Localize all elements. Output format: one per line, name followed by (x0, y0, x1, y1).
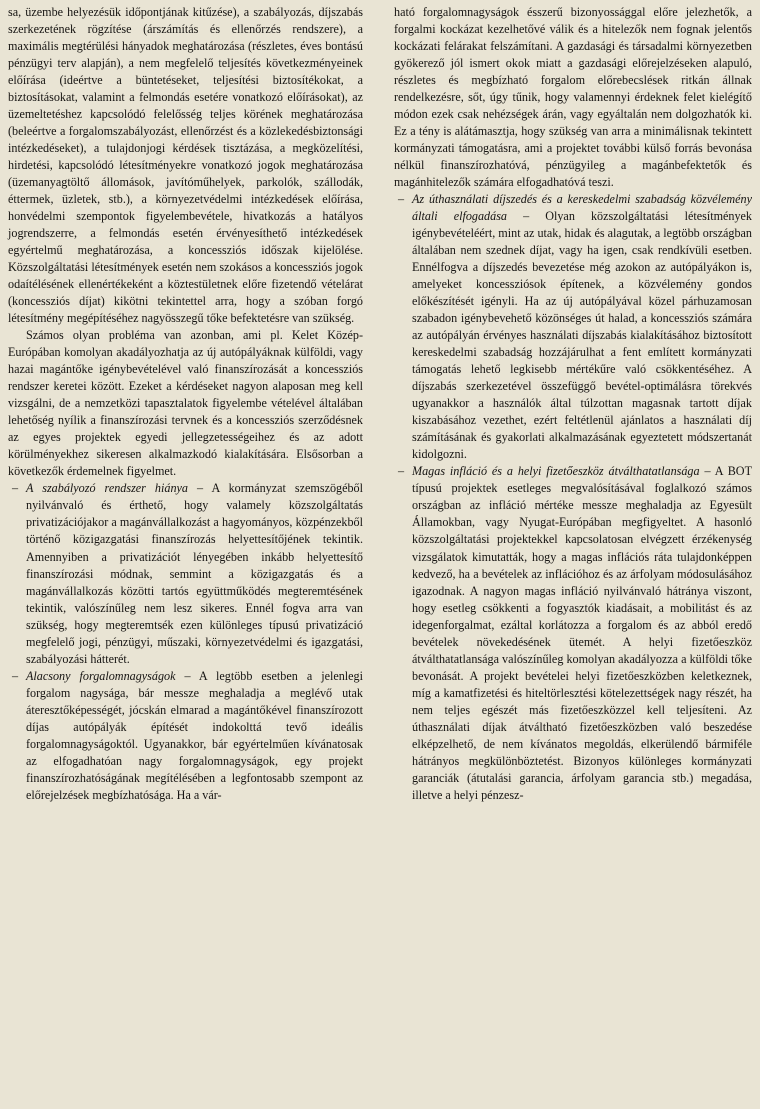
list-item-title: Alacsony forgalomnagyságok (26, 668, 176, 683)
list-item-text: – A legtöbb esetben a jelenlegi forgalom nagysága, bár messze meghaladja a meglévő utak áteresztőképességét, jócskán elmarad a magántőkével finanszírozott díjas autópályák építését indokolttá tevő ideális forgalomnagyságoktól. Ugyanakkor, bár egyértelműen kívánatosak az elfogadhatóan nagy forgalomnagyságok, egy projekt finanszírozhatóságának megítélésében a legfontosabb szempont az előrejelzések megbízhatósága. Ha a vár- (26, 668, 364, 802)
list-item-toll-acceptance (394, 191, 752, 463)
list-item-text: – A kormányzat szemszögéből nyilvánvaló és érthető, hogy valamely közszolgáltatás privatizációjakor a magánvállalkozást a hagyományos, közpénzekből történő közigazgatási finanszírozás helyettesítőjének tekintik. Amennyiben a privatizációt lényegében inkább helyettesítő finanszírozási módnak, semmint a közigazgatás és a magánvállalkozás közötti tartós együttműködés megteremtésének tekintik, valószínűleg nem lesz sikeres. Ennél fogva arra van szükség, hogy megteremtsék ezen különleges típusú privatizáció megfelelő jogi, pénzügyi, műszaki, környezetvédelmi és igazgatási, szabályozási hátterét. (26, 481, 364, 666)
list-dash: – (12, 668, 19, 683)
list-dash: – (398, 464, 405, 479)
list-item-low-traffic (8, 668, 363, 804)
list-item-inflation-currency (394, 463, 752, 803)
list-dash: – (398, 192, 405, 207)
list-item-title: Magas infláció és a helyi fizetőeszköz átválthatatlansága (412, 464, 700, 479)
list-item-regulatory-system (8, 480, 363, 667)
paragraph-concession-terms: sa, üzembe helyezésük időpontjának kitűzése), a szabályozás, díjszabás szerkezetének rögzítése (árszámítás és ellenőrzés rendszere), a maximális megtérülési hányadok meghatározása (részletes, éves bontású pénzügyi terv alapján), a nem megfelelő teljesítés következményeinek előírása (ideértve a büntetéseket, teljesítési biztosítékokat, a biztosításokat, valamint a felmondás esetére vonatkozó előírásokat), az üzemeltetéshez kapcsolódó felelősség teljes körének meghatározása (beleértve a forgalomszabályozást, ellenőrzést és a közlekedésbiztonsági intézkedéseket), a tulajdonjogi kérdések tisztázása, a megközelítési, hirdetési, kapcsolódó létesítményekre vonatkozó jogok meghatározása (üzemanyagtöltő állomások, javítóműhelyek, parkolók, szállodák, éttermek, üzletek, stb.), a környezetvédelmi intézkedések előírása, honvédelmi szempontok figyelembevétele, hivatkozás a hatályos jogrendszerre, a felmondás esetén érvényesíthető intézkedések egyértelmű meghatározása, a koncessziós időszak kijelölése. Közszolgáltatási létesítmények esetén nem szokásos a koncessziós jogok odaítélésének ellenértékeként a köztestületnek előre fizetendő vételárat (koncessziós díjat) kikötni tekintettel arra, hogy a szóban forgó létesítmény megépítéséhez nagyösszegű tőke befektetésre van szükség. (8, 5, 363, 326)
list-item-text: – Olyan közszolgáltatási létesítmények igénybevételéért, mint az utak, hidak és alagutak, a legtöbb országban általában nem szednek díjat, vagy ha igen, csak rendkívüli esetben. Ennélfogva a díjszedés bevezetése még azokon az autópályákon is, amelyeket koncessziósok építenek, a közvélemény gondos előkészítését igényli. Ha az új autópályával közel párhuzamosan szabadon igénybevehető közönséges út halad, a koncessziós számára az autópályán érvényes használati díjszabás kialakításához biztosított kereskedelmi szabadság hozzájárulhat a fent említett kormányzati támogatás lehető legkisebb mértékűre való csökkentéséhez. A díjszabás szerkezetével összefüggő bevétel-optimálásra törekvés ugyanakkor a használók által túlzottan magasnak tartott díjak kiszabásához vezethet, ezért feltétlenül ajánlatos a használati díj számításának és gyakorlati alkalmazásának egyeztetett módszertanát kidolgozni. (412, 209, 752, 462)
paragraph-traffic-forecast: ható forgalomnagyságok ésszerű bizonyossággal előre jelezhetők, a forgalmi kockázat kezelhetővé válik és a hitelezők nem fognak jelentős kockázati felárakat felszámítani. A gazdasági és társadalmi környezetben gyökerező jól ismert okok miatt a gazdasági előrejelzéseken alapuló, részletes és megbízható forgalom előrebecslések ritkán állnak rendelkezésre, sőt, úgy tűnik, hogy valamennyi érdeknek felet kielégítő módon ezek csak nehézségek árán, vagy egyáltalán nem dolgozhatók ki. Ez a tény is alátámasztja, hogy szükség van arra a minimálisnak tekintett kormányzati támogatásra, ami a projektet további külső forrás bevonása nélkül finanszírozhatóvá, pénzügyileg a magánbefektetők és magánhitelezők számára elfogadhatóvá teszi. (394, 5, 752, 190)
list-dash: – (12, 481, 19, 496)
list-item-title: Az úthasználati díjszedés és a kereskedelmi szabadság közvélemény általi elfogadása (412, 192, 752, 224)
list-item-title: A szabályozó rendszer hiánya (26, 481, 188, 496)
left-column (8, 4, 363, 804)
right-column (394, 4, 752, 804)
paragraph-problems-intro: Számos olyan probléma van azonban, ami pl. Kelet Közép-Európában komolyan akadályozhatja az új autópályáknak külföldi, vagy hazai magántőke igénybevételével való finanszírozását a koncessziós rendszer keretei között. Ezeket a kérdéseket nagyon alaposan meg kell vizsgálni, de a nemzetközi tapasztalatok figyelembe vételével általában lehetőség nyílik a finanszírozási tervnek és a koncessziós szerződésnek az egyes projektek egyedi jellegzetességeihez és az adott körülményekhez sikeresen alkalmazkodó kialakítására. Elsősorban a következők érdemelnek figyelmet. (8, 328, 363, 479)
list-item-text: – A BOT típusú projektek esetleges megvalósításával foglalkozó számos országban az infláció mértéke messze meghaladja az Egyesült Államokban, vagy Nyugat-Európában megfigyeltet. A hasonló közszolgáltatási projektekkel kapcsolatosan elvégzett érzékenység vizsgálatok kimutatták, hogy a magas inflációs ráta tulajdonképpen kedvező, ha a bevételek az inflációhoz és az árfolyam módosulásához igazodnak. A nagyon magas infláció nyilvánvaló hátránya viszont, hogy esetleg csökkenti a fogyasztók kiadásait, a mobilitást és az idegenforgalmat, ezáltal korlátozza a forgalom és az abból eredő bevételek növekedésének ütemét. A helyi fizetőeszköz átválthatatlansága valószínűleg komolyan akadályozza a külföldi tőke bevonását. A projekt bevételei helyi fizetőeszközben keletkeznek, míg a kamatfizetési és hiteltörlesztési kötelezettségek nagy részét, ha nem teljes egészét más fizetőeszközzel kell teljesíteni. Az úthasználati díjak átváltható fizetőeszközben való beszedése elképzelhető, de nem kívánatos megoldás, elkerülendő bármiféle hátrányos megkülönböztetést. Bizonyos különleges kormányzati garanciák (átutalási garancia, árfolyam garancia stb.) megadása, illetve a helyi pénzesz- (412, 464, 752, 802)
